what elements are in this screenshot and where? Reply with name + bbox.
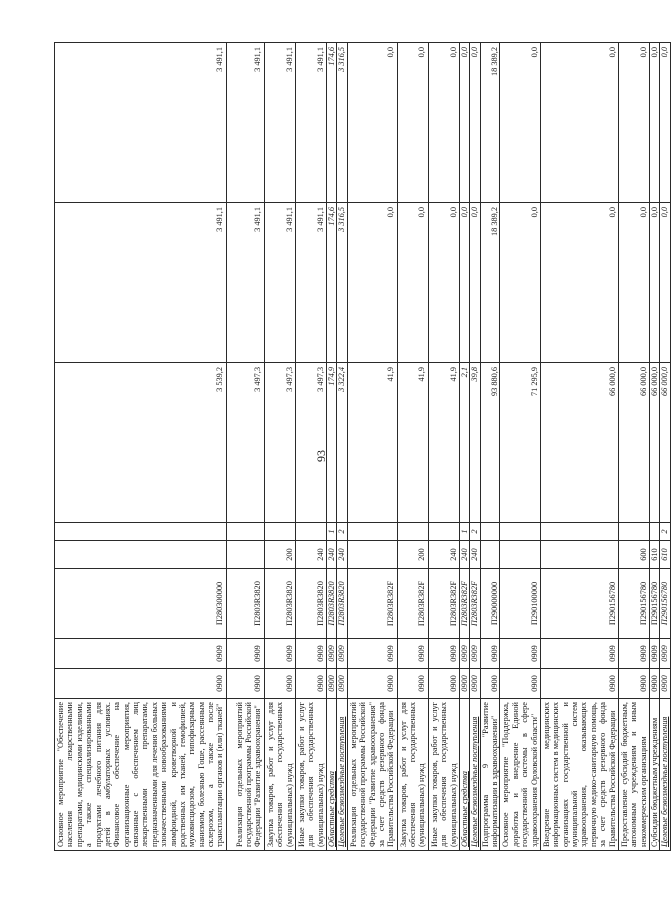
row-code-section: 0909 xyxy=(660,639,670,669)
row-code-expense: 600 xyxy=(618,541,649,569)
row-code-target: П290156780 xyxy=(650,569,660,639)
row-code-expense: 610 xyxy=(650,541,660,569)
row-code-admin: 0900 xyxy=(327,669,337,699)
row-value-year3: 0,0 xyxy=(459,43,469,203)
row-code-section: 0909 xyxy=(55,639,227,669)
table-row xyxy=(660,43,670,851)
row-code-section: 0909 xyxy=(618,639,649,669)
row-description xyxy=(470,699,480,851)
row-description-text: Целевые безвозмездные поступления xyxy=(660,716,670,847)
row-code-expense: 240 xyxy=(327,541,337,569)
row-code-admin: 0900 xyxy=(347,669,397,699)
row-code-source xyxy=(55,523,227,541)
row-code-section: 0909 xyxy=(347,639,397,669)
row-description: Иные закупки товаров, работ и услуг для обеспечения государственных (муниципальных) нужд xyxy=(428,699,459,851)
row-value-year2: 0,0 xyxy=(500,203,541,363)
row-code-section: 0909 xyxy=(264,639,295,669)
row-code-admin: 0900 xyxy=(428,669,459,699)
row-code-expense: 200 xyxy=(264,541,295,569)
row-code-expense xyxy=(500,541,541,569)
row-code-target: П290156780 xyxy=(618,569,649,639)
row-code-expense: 240 xyxy=(459,541,469,569)
table-row xyxy=(470,43,480,851)
row-code-admin: 0900 xyxy=(55,669,227,699)
row-value-year1: 174,9 xyxy=(327,363,337,523)
row-value-year3: 0,0 xyxy=(540,43,618,203)
row-code-section: 0909 xyxy=(327,639,337,669)
row-value-year3: 0,0 xyxy=(618,43,649,203)
row-code-section: 0909 xyxy=(295,639,326,669)
row-code-section: 0909 xyxy=(226,639,264,669)
row-description: Предоставление субсидий бюджетным, автономным учреждениям и иным некоммерческим организациям xyxy=(618,699,649,851)
row-code-section: 0909 xyxy=(480,639,500,669)
budget-table-rotated xyxy=(54,43,670,851)
table-body xyxy=(55,43,671,851)
row-code-admin: 0900 xyxy=(660,669,670,699)
row-code-admin: 0900 xyxy=(500,669,541,699)
row-value-year2: 0,0 xyxy=(618,203,649,363)
row-code-source: 2 xyxy=(470,523,480,541)
row-description: Субсидии бюджетным учреждениям xyxy=(650,699,660,851)
row-code-expense: 240 xyxy=(295,541,326,569)
row-value-year2: 3 491,1 xyxy=(55,203,227,363)
row-description xyxy=(660,699,670,851)
row-description: Реализация отдельных мероприятий государственной программы Российской Федерации "Развитие здравоохранения" за счет средств резервного фонда Правительства Российской Федерации xyxy=(347,699,397,851)
row-value-year3: 3 491,1 xyxy=(55,43,227,203)
row-value-year1: 2,1 xyxy=(459,363,469,523)
row-value-year1: 3 497,3 xyxy=(295,363,326,523)
row-code-source xyxy=(428,523,459,541)
row-value-year2: 3 316,5 xyxy=(337,203,347,363)
row-description xyxy=(459,699,469,851)
table-row xyxy=(347,43,397,851)
row-code-source xyxy=(264,523,295,541)
table-row xyxy=(295,43,326,851)
row-value-year3: 3 316,5 xyxy=(337,43,347,203)
row-description-text: Областные средства xyxy=(459,771,469,847)
row-value-year1: 41,9 xyxy=(397,363,428,523)
row-code-target: П2803R382F xyxy=(428,569,459,639)
table-row xyxy=(428,43,459,851)
table-row xyxy=(226,43,264,851)
row-value-year2: 174,6 xyxy=(327,203,337,363)
table-row xyxy=(337,43,347,851)
row-code-expense xyxy=(480,541,500,569)
row-code-source: 2 xyxy=(660,523,670,541)
table-row xyxy=(500,43,541,851)
row-code-target: П2803R382F xyxy=(347,569,397,639)
row-value-year3: 18 389,2 xyxy=(480,43,500,203)
row-description: Иные закупки товаров, работ и услуг для обеспечения государственных (муниципальных) нужд xyxy=(295,699,326,851)
row-code-expense: 240 xyxy=(428,541,459,569)
table-row xyxy=(397,43,428,851)
row-value-year2: 18 389,2 xyxy=(480,203,500,363)
row-value-year2: 3 491,1 xyxy=(295,203,326,363)
row-code-admin: 0900 xyxy=(470,669,480,699)
row-code-target: П2803R382F xyxy=(459,569,469,639)
row-code-expense xyxy=(347,541,397,569)
row-value-year3: 3 491,1 xyxy=(226,43,264,203)
row-code-expense xyxy=(540,541,618,569)
row-value-year3: 0,0 xyxy=(660,43,670,203)
budget-table xyxy=(54,42,671,851)
row-description-text: Областные средства xyxy=(327,771,336,847)
row-description: Основное мероприятие "Обеспечение населения лекарственными препаратами, медицинскими изделиями, а также специализированными продуктами лечебного питания для детей в амбулаторных условиях. Финансовое обеспечение на организационные мероприятия, связанные с обеспечением лиц лекарственными препаратами, предназначенными для лечения больных злокачественными новообразованиями лимфоидной, кроветворной и родственных им тканей, гемофилией, муковисцидозом, гипофизарным нанизмом, болезнью Гоше, рассеянным склерозом, а также после трансплантации органов и (или) тканей" xyxy=(55,699,227,851)
row-value-year2: 0,0 xyxy=(428,203,459,363)
row-code-section: 0909 xyxy=(337,639,347,669)
row-value-year3: 0,0 xyxy=(500,43,541,203)
row-value-year1: 3 497,3 xyxy=(226,363,264,523)
row-value-year1: 71 295,9 xyxy=(500,363,541,523)
row-value-year2: 3 491,1 xyxy=(226,203,264,363)
row-value-year2: 0,0 xyxy=(540,203,618,363)
row-code-target: П290156780 xyxy=(540,569,618,639)
row-code-admin: 0900 xyxy=(397,669,428,699)
row-code-expense: 200 xyxy=(397,541,428,569)
row-code-source xyxy=(618,523,649,541)
row-value-year3: 0,0 xyxy=(347,43,397,203)
row-value-year2: 0,0 xyxy=(347,203,397,363)
row-value-year1: 66 000,0 xyxy=(660,363,670,523)
row-code-section: 0909 xyxy=(500,639,541,669)
row-code-source xyxy=(397,523,428,541)
row-value-year3: 3 491,1 xyxy=(295,43,326,203)
row-code-target: П2803R3820 xyxy=(327,569,337,639)
row-description xyxy=(337,699,347,851)
row-code-target: П2803R382F xyxy=(470,569,480,639)
row-description-text: Целевые безвозмездные поступления xyxy=(337,716,347,847)
row-code-admin: 0900 xyxy=(226,669,264,699)
row-code-section: 0909 xyxy=(459,639,469,669)
row-code-source xyxy=(540,523,618,541)
row-code-source: 1 xyxy=(459,523,469,541)
row-value-year3: 3 491,1 xyxy=(264,43,295,203)
row-value-year1: 66 000,0 xyxy=(540,363,618,523)
row-value-year3: 0,0 xyxy=(397,43,428,203)
row-code-source xyxy=(480,523,500,541)
row-value-year2: 3 491,1 xyxy=(264,203,295,363)
row-code-admin: 0900 xyxy=(618,669,649,699)
row-code-expense xyxy=(226,541,264,569)
row-code-target: П290000000 xyxy=(480,569,500,639)
row-value-year1: 3 322,4 xyxy=(337,363,347,523)
row-value-year1: 93 880,6 xyxy=(480,363,500,523)
row-value-year1: 3 497,3 xyxy=(264,363,295,523)
table-row xyxy=(480,43,500,851)
row-code-target: П290100000 xyxy=(500,569,541,639)
row-value-year2: 0,0 xyxy=(470,203,480,363)
row-code-target: П2803R382F xyxy=(397,569,428,639)
row-value-year2: 0,0 xyxy=(459,203,469,363)
table-row xyxy=(327,43,337,851)
row-code-expense xyxy=(55,541,227,569)
row-description: Реализация отдельных мероприятий государственной программы Российской Федерации "Развитие здравоохранения" xyxy=(226,699,264,851)
row-code-admin: 0900 xyxy=(459,669,469,699)
row-value-year2: 0,0 xyxy=(650,203,660,363)
row-code-admin: 0900 xyxy=(650,669,660,699)
row-value-year1: 41,9 xyxy=(347,363,397,523)
row-code-source xyxy=(500,523,541,541)
table-row xyxy=(540,43,618,851)
table-row xyxy=(459,43,469,851)
row-code-source xyxy=(347,523,397,541)
row-code-admin: 0900 xyxy=(337,669,347,699)
row-code-section: 0909 xyxy=(540,639,618,669)
row-value-year3: 0,0 xyxy=(650,43,660,203)
table-row xyxy=(650,43,660,851)
table-row xyxy=(618,43,649,851)
row-value-year1: 39,8 xyxy=(470,363,480,523)
row-value-year2: 0,0 xyxy=(660,203,670,363)
row-code-target: П2803R3820 xyxy=(226,569,264,639)
row-code-source xyxy=(650,523,660,541)
row-code-expense: 610 xyxy=(660,541,670,569)
row-code-source xyxy=(295,523,326,541)
row-code-admin: 0900 xyxy=(540,669,618,699)
row-code-expense: 240 xyxy=(337,541,347,569)
table-row xyxy=(55,43,227,851)
row-description: Внедрение медицинских информационных систем в медицинских организациях государственной и муниципальной систем здравоохранения, оказывающих первичную медико-санитарную помощь, за счет средств резервного фонда Правительства Российской Федерации xyxy=(540,699,618,851)
row-code-admin: 0900 xyxy=(480,669,500,699)
row-description: Основное мероприятие "Поддержка, доработка и внедрение Единой государственной системы в сфере здравоохранения Орловской области" xyxy=(500,699,541,851)
row-code-section: 0909 xyxy=(650,639,660,669)
row-code-target: П290156780 xyxy=(660,569,670,639)
row-value-year1: 66 000,0 xyxy=(650,363,660,523)
row-code-source: 1 xyxy=(327,523,337,541)
row-description-text: Целевые безвозмездные поступления xyxy=(470,716,480,847)
row-value-year1: 66 000,0 xyxy=(618,363,649,523)
row-code-admin: 0900 xyxy=(295,669,326,699)
row-description: Подпрограмма 9 "Развитие информатизации в здравоохранении" xyxy=(480,699,500,851)
row-value-year1: 41,9 xyxy=(428,363,459,523)
page-number: 93 xyxy=(314,450,328,462)
row-description: Закупка товаров, работ и услуг для обеспечения государственных (муниципальных) нужд xyxy=(397,699,428,851)
row-value-year3: 174,6 xyxy=(327,43,337,203)
row-description xyxy=(327,699,337,851)
row-code-section: 0909 xyxy=(470,639,480,669)
row-code-source xyxy=(226,523,264,541)
table-row xyxy=(264,43,295,851)
row-value-year1: 3 539,2 xyxy=(55,363,227,523)
row-code-target: П2803R3820 xyxy=(264,569,295,639)
row-code-expense: 240 xyxy=(470,541,480,569)
row-value-year3: 0,0 xyxy=(470,43,480,203)
row-code-target: П2803R3820 xyxy=(295,569,326,639)
row-value-year2: 0,0 xyxy=(397,203,428,363)
row-code-section: 0909 xyxy=(428,639,459,669)
row-description: Закупка товаров, работ и услуг для обеспечения государственных (муниципальных) нужд xyxy=(264,699,295,851)
row-code-source: 2 xyxy=(337,523,347,541)
row-code-section: 0909 xyxy=(397,639,428,669)
row-code-target: П280300000 xyxy=(55,569,227,639)
row-code-target: П2803R3820 xyxy=(337,569,347,639)
row-code-admin: 0900 xyxy=(264,669,295,699)
row-value-year3: 0,0 xyxy=(428,43,459,203)
